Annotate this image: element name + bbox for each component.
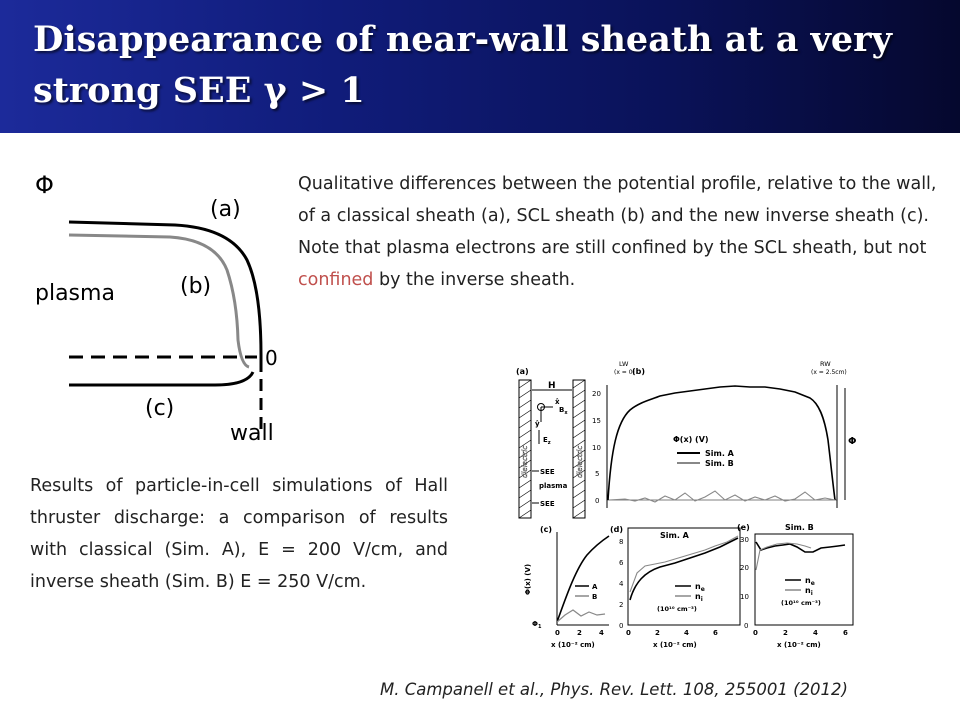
title-banner	[0, 0, 960, 133]
panel-d	[610, 525, 740, 649]
panel-b-label: (b)	[632, 367, 646, 376]
panel-d-yticks	[619, 538, 624, 630]
panel-d-xtick-0: 0	[626, 629, 631, 637]
panel-c-phi-base	[532, 620, 542, 630]
panel-d-ytick-4: 4	[619, 580, 624, 588]
panel-e-legend-ne-sub: e	[810, 580, 815, 587]
panel-d-units: (10¹⁰ cm⁻³)	[657, 605, 697, 613]
sketch-plasma-label: plasma	[35, 281, 115, 306]
panel-d-legend-ni-main: n	[695, 592, 701, 601]
panel-c-phi-base-sub: 1	[537, 624, 542, 630]
bx-label-sub: x	[564, 410, 568, 416]
x-hat-label: x̂	[555, 398, 560, 406]
panel-a-label: (a)	[516, 367, 529, 376]
panel-d-legend-ne-main: n	[695, 582, 701, 591]
slide-title	[33, 14, 933, 116]
sheath-description-text: Qualitative differences between the potential profile, relative to the wall, of a classical sheath (a), SCL sheath (b) and the new inverse sheath (c). Note that plasma electrons are still confined by the SCL sheath, but not	[298, 174, 937, 258]
panel-d-xtick-6: 6	[713, 629, 718, 637]
panel-d-ytick-6: 6	[619, 559, 624, 567]
panel-e-xtick-0: 0	[753, 629, 758, 637]
panel-b	[592, 360, 857, 508]
sketch-phi-label: Φ	[35, 171, 54, 199]
right-dielectric-label: dielectric	[576, 445, 584, 478]
title-line-2: strong SEE γ > 1	[33, 70, 365, 111]
panel-d-ytick-8: 8	[619, 538, 624, 546]
sketch-curve-c	[69, 372, 253, 385]
panel-d-xtick-2: 2	[655, 629, 660, 637]
panel-c-curve-a	[557, 536, 609, 622]
sheath-description-end: by the inverse sheath.	[373, 270, 576, 290]
panel-e-title: Sim. B	[785, 523, 814, 532]
panel-e-ytick-0: 0	[744, 622, 749, 630]
panel-e-xlabel: x (10⁻² cm)	[777, 641, 821, 649]
panel-b-ytick-10: 10	[592, 444, 601, 452]
title-line-1: Disappearance of near-wall sheath at a very	[33, 19, 892, 60]
bx-label	[559, 406, 568, 416]
panel-b-phi-label: Φ(x) (V)	[673, 435, 709, 444]
simulation-figure	[515, 360, 860, 655]
panel-c-xtick-0: 0	[555, 629, 560, 637]
panel-d-ytick-2: 2	[619, 601, 624, 609]
panel-d-title: Sim. A	[660, 531, 689, 540]
panel-c-xtick-2: 2	[577, 629, 582, 637]
panel-c-label: (c)	[540, 525, 553, 534]
sheath-description-accent: confined	[298, 270, 374, 290]
sketch-label-c: (c)	[145, 396, 175, 421]
left-wall-position: (x = 0)	[614, 369, 635, 376]
panel-c	[524, 525, 609, 649]
panel-e-ne-curve	[756, 542, 845, 552]
sheath-sketch	[25, 160, 295, 450]
sim-a-potential-curve	[608, 386, 835, 500]
panel-c-xlabel: x (10⁻² cm)	[551, 641, 595, 649]
panel-c-curve-b	[557, 610, 605, 622]
left-dielectric-label: dielectric	[521, 445, 529, 478]
panel-e-ytick-10: 10	[740, 593, 749, 601]
panel-e-legend-ni-main: n	[805, 586, 811, 595]
panel-e-ytick-20: 20	[740, 564, 749, 572]
panel-e-xticks	[753, 629, 848, 637]
panel-b-ytick-15: 15	[592, 417, 601, 425]
panel-d-legend-ni	[695, 592, 703, 603]
panel-a	[516, 367, 585, 518]
legend-sim-b: Sim. B	[705, 459, 734, 468]
y-hat-label: ŷ	[535, 420, 540, 428]
simulation-description: Results of particle-in-cell simulations of Hall thruster discharge: a comparison of results with classical (Sim. A), E = 200 V/cm, and inverse sheath (Sim. B) E = 250 V/cm.	[30, 476, 448, 592]
panel-e-xtick-2: 2	[783, 629, 788, 637]
panel-c-xtick-4: 4	[599, 629, 604, 637]
panel-e-ytick-30: 30	[740, 536, 749, 544]
panel-c-phi-base-main: Φ	[532, 620, 538, 628]
sketch-zero-label: 0	[265, 346, 278, 370]
bx-label-main: B	[559, 406, 565, 414]
panel-c-yaxis-label: Φ(x) (V)	[524, 563, 532, 595]
panel-e-legend-ne-main: n	[805, 576, 811, 585]
panel-e-yticks	[740, 536, 749, 630]
panel-d-xtick-4: 4	[684, 629, 689, 637]
legend-sim-a: Sim. A	[705, 449, 734, 458]
panel-e-ni-curve	[756, 543, 811, 570]
panel-e	[737, 523, 853, 649]
panel-d-label: (d)	[610, 525, 624, 534]
panel-e-legend-ni-sub: i	[810, 590, 813, 597]
panel-e-xtick-4: 4	[813, 629, 818, 637]
panel-b-ytick-20: 20	[592, 390, 601, 398]
right-wall-label: RW	[820, 360, 831, 368]
panel-c-legend-b: B	[592, 593, 598, 601]
right-wall-position: (x = 2.5cm)	[811, 369, 847, 376]
panel-d-ne-curve	[630, 538, 738, 600]
panel-d-legend-ne-sub: e	[700, 586, 705, 593]
ez-label-sub: z	[547, 440, 551, 446]
panel-c-legend-a: A	[592, 583, 598, 591]
sketch-label-a: (a)	[210, 197, 241, 222]
sketch-label-b: (b)	[180, 274, 212, 299]
panel-a-plasma-label: plasma	[539, 482, 568, 490]
panel-e-label: (e)	[737, 523, 750, 532]
panel-d-ni-curve	[630, 536, 738, 592]
see-label-1: SEE	[540, 468, 555, 476]
gap-label: H	[548, 381, 556, 391]
citation: M. Campanell et al., Phys. Rev. Lett. 108, 255001 (2012)	[380, 680, 848, 699]
panel-d-legend-ni-sub: i	[700, 596, 703, 603]
right-phi-label: Φ	[848, 436, 857, 447]
panel-b-ytick-5: 5	[595, 470, 600, 478]
panel-c-xticks	[555, 629, 604, 637]
panel-e-legend-ni	[805, 586, 813, 597]
sketch-wall-label: wall	[230, 421, 274, 446]
panel-b-yticks	[592, 390, 601, 505]
left-wall-label: LW	[619, 360, 629, 368]
panel-b-ytick-0: 0	[595, 497, 600, 505]
see-label-2: SEE	[540, 500, 555, 508]
panel-e-units: (10¹⁰ cm⁻³)	[781, 599, 821, 607]
panel-e-xtick-6: 6	[843, 629, 848, 637]
ez-label	[543, 436, 551, 446]
sim-b-potential-curve	[609, 491, 835, 502]
ez-label-main: E	[543, 436, 548, 444]
panel-d-ytick-0: 0	[619, 622, 624, 630]
sheath-description	[298, 168, 938, 296]
panel-d-xlabel: x (10⁻² cm)	[653, 641, 697, 649]
panel-d-xticks	[626, 629, 718, 637]
